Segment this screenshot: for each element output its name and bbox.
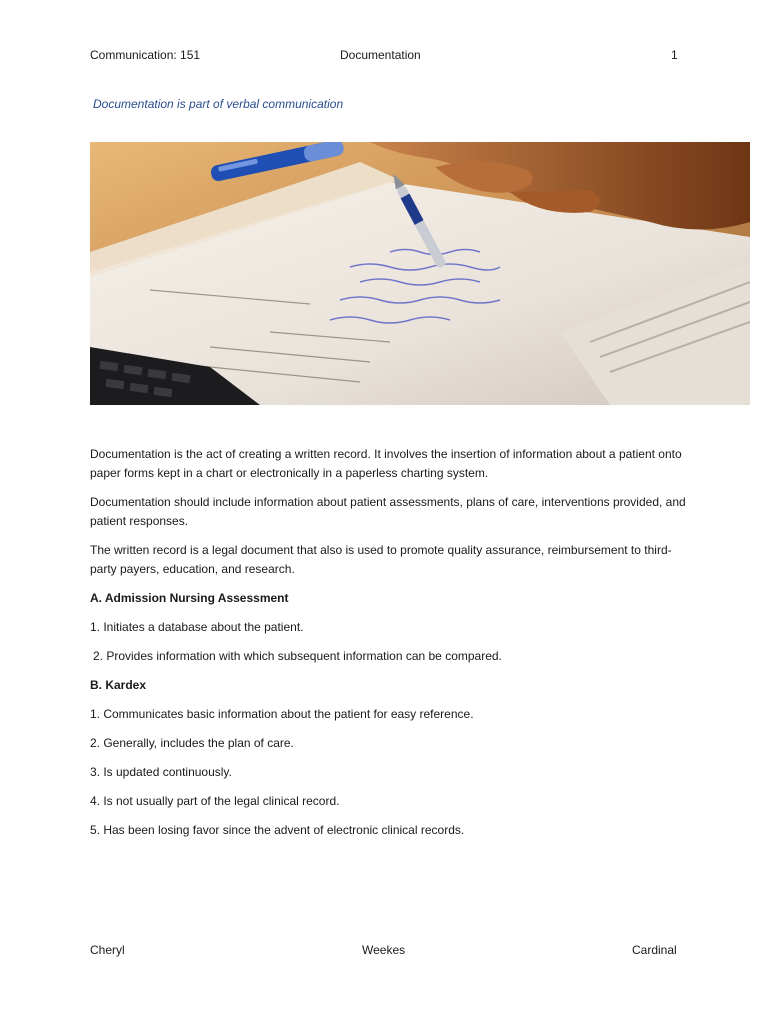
header-course: Communication: 151 [90, 48, 201, 62]
list-item: 3. Is updated continuously. [90, 765, 232, 779]
writing-photo [90, 142, 750, 405]
list-item: 1. Initiates a database about the patient. [90, 620, 304, 634]
list-item: 4. Is not usually part of the legal clinical record. [90, 794, 340, 808]
list-item: 2. Generally, includes the plan of care. [90, 736, 294, 750]
paragraph-definition: Documentation is the act of creating a written record. It involves the insertion of information about a patient onto paper forms kept in a chart or electronically in a paperless charting system. [90, 447, 682, 480]
list-item: 5. Has been losing favor since the advent of electronic clinical records. [90, 823, 465, 837]
page-subtitle: Documentation is part of verbal communication [93, 97, 344, 111]
section-b-heading: B. Kardex [90, 678, 147, 692]
section-a-heading: A. Admission Nursing Assessment [90, 591, 289, 605]
footer-institution: Cardinal [632, 943, 677, 957]
document-body [90, 445, 690, 850]
header-page-number: 1 [671, 48, 678, 62]
header-title: Documentation [340, 48, 421, 62]
footer-first-name: Cheryl [90, 943, 125, 957]
list-item: 1. Communicates basic information about the patient for easy reference. [90, 707, 474, 721]
footer-last-name: Weekes [362, 943, 406, 957]
paragraph-contents: Documentation should include information about patient assessments, plans of care, interventions provided, and patient responses. [90, 495, 686, 528]
paragraph-legal: The written record is a legal document that also is used to promote quality assurance, reimbursement to third-party payers, education, and research. [90, 543, 672, 576]
list-item: 2. Provides information with which subsequent information can be compared. [93, 649, 502, 663]
